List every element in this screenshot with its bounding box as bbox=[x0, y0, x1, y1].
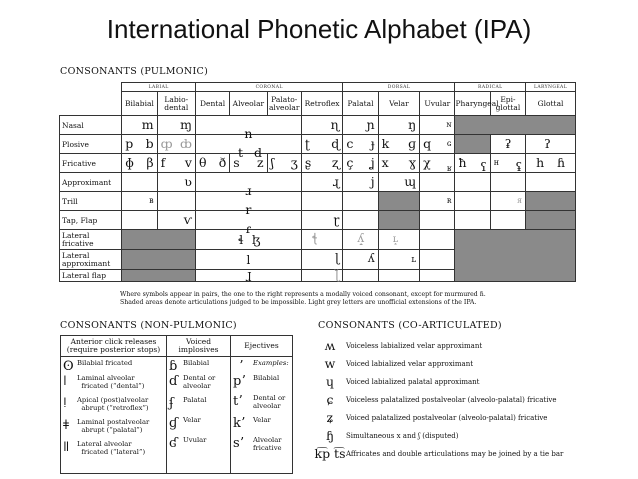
cell-fricative-palatoalveolar: ʃ ʒ bbox=[267, 154, 301, 173]
cell-fricative-alveolar: s z bbox=[230, 154, 267, 173]
cell-nasal-alveolar: n bbox=[195, 116, 301, 135]
place-velar: Velar bbox=[378, 92, 420, 116]
shaded-cell bbox=[122, 230, 196, 250]
shaded-cell bbox=[122, 250, 196, 270]
note-line: Shaded areas denote articulations judged to be impossible. Light grey letters are unofficial extensions of the IPA. bbox=[120, 298, 477, 306]
cell-lateral-flap-retroflex: ɭ̆ bbox=[301, 270, 343, 282]
cell-lateral-fricative-palatal: ʎ̝ bbox=[343, 230, 378, 250]
cell-empty bbox=[420, 270, 455, 282]
manner-lateral-fricative: Lateral fricative bbox=[60, 230, 122, 250]
cell-empty bbox=[490, 173, 525, 192]
cell-fricative-epiglottal: ʜ ʢ bbox=[490, 154, 525, 173]
cell-plosive-glottal: ʔ bbox=[526, 135, 576, 154]
cell-nasal-velar: ŋ bbox=[378, 116, 420, 135]
ejectives-column: ʼ Examples: pʼ Bilabial tʼ Dental or alveolar kʼ Velar sʼ Alveolar fricative bbox=[231, 357, 293, 474]
cell-lateral-flap-alveolar: ɺ bbox=[195, 270, 301, 282]
cell-empty bbox=[343, 211, 378, 230]
manner-approximant: Approximant bbox=[60, 173, 122, 192]
manner-tap: Tap, Flap bbox=[60, 211, 122, 230]
shaded-cell bbox=[455, 116, 576, 135]
co-articulated-heading: CONSONANTS (CO-ARTICULATED) bbox=[318, 320, 502, 331]
cell-lateral-approximant-retroflex: ɭ bbox=[301, 250, 343, 270]
shaded-cell bbox=[122, 270, 196, 282]
cell-empty bbox=[455, 211, 490, 230]
cell-plosive-labiodental: ȹ ȸ bbox=[157, 135, 195, 154]
place-pharyngeal: Pharyngeal bbox=[455, 92, 490, 116]
coart-item: ʑ Voiced palatalized postalveolar (alveolo-palatal) fricative bbox=[326, 410, 548, 425]
cell-empty bbox=[378, 270, 420, 282]
coart-item: ʍ Voiceless labialized velar approximant bbox=[324, 338, 483, 353]
group-laryngeal: LARYNGEAL bbox=[526, 83, 576, 92]
cell-empty bbox=[301, 192, 343, 211]
cell-approximant-retroflex: ɻ bbox=[301, 173, 343, 192]
coart-item: w Voiced labialized velar approximant bbox=[324, 356, 474, 371]
group-dorsal: DORSAL bbox=[343, 83, 455, 92]
cell-trill-bilabial: ʙ bbox=[122, 192, 157, 211]
cell-empty bbox=[526, 173, 576, 192]
manner-trill: Trill bbox=[60, 192, 122, 211]
cell-lateral-approximant-alveolar: l bbox=[195, 250, 301, 270]
coart-item: ɥ Voiced labialized palatal approximant bbox=[325, 374, 480, 389]
col-implosives: Voiced implosives bbox=[167, 336, 231, 357]
cell-nasal-labiodental: ɱ bbox=[157, 116, 195, 135]
cell-empty bbox=[420, 250, 455, 270]
place-palatal: Palatal bbox=[343, 92, 378, 116]
cell-lateral-fricative-retroflex: ꞎ bbox=[301, 230, 343, 250]
coart-item: ɧ Simultaneous x and ʃ (disputed) bbox=[325, 428, 459, 443]
place-retroflex: Retroflex bbox=[301, 92, 343, 116]
cell-approximant-velar: ɰ bbox=[378, 173, 420, 192]
cell-lateral-approximant-velar: ʟ bbox=[378, 250, 420, 270]
place-alveolar: Alveolar bbox=[230, 92, 267, 116]
cell-approximant-alveolar: ɹ bbox=[195, 173, 301, 192]
coart-item: k͡p t͡sAffricates and double articulations may be joined by a tie bar bbox=[314, 446, 564, 461]
shaded-cell bbox=[378, 211, 420, 230]
cell-plosive-uvular: q ɢ bbox=[420, 135, 455, 154]
cell-empty bbox=[343, 192, 378, 211]
cell-empty bbox=[122, 211, 157, 230]
non-pulmonic-heading: CONSONANTS (NON-PULMONIC) bbox=[60, 320, 237, 331]
place-dental: Dental bbox=[195, 92, 229, 116]
shaded-cell bbox=[526, 211, 576, 230]
page-title: International Phonetic Alphabet (IPA) bbox=[106, 14, 532, 44]
cell-plosive-palatal: c ɟ bbox=[343, 135, 378, 154]
place-glottal: Glottal bbox=[526, 92, 576, 116]
cell-fricative-pharyngeal: ħ ʕ bbox=[455, 154, 490, 173]
cell-fricative-uvular: χ ʁ bbox=[420, 154, 455, 173]
cell-empty bbox=[420, 230, 455, 250]
cell-plosive-epiglottal: ʡ bbox=[490, 135, 525, 154]
cell-approximant-palatal: j bbox=[343, 173, 378, 192]
shaded-cell bbox=[455, 230, 576, 282]
cell-lateral-fricative-alveolar: ɬ ɮ bbox=[195, 230, 301, 250]
col-clicks: Anterior click releases (require posterior stops) bbox=[61, 336, 167, 357]
place-labiodental: Labio- dental bbox=[157, 92, 195, 116]
cell-nasal-retroflex: ɳ bbox=[301, 116, 343, 135]
manner-plosive: Plosive bbox=[60, 135, 122, 154]
non-pulmonic-table bbox=[60, 335, 293, 474]
cell-plosive-bilabial: p b bbox=[122, 135, 157, 154]
cell-empty bbox=[157, 192, 195, 211]
cell-nasal-uvular: ɴ bbox=[420, 116, 455, 135]
coart-item: ɕ Voiceless palatalized postalveolar (alveolo-palatal) fricative bbox=[326, 392, 557, 407]
cell-nasal-bilabial: m bbox=[122, 116, 157, 135]
cell-nasal-palatal: ɲ bbox=[343, 116, 378, 135]
cell-empty bbox=[420, 173, 455, 192]
cell-tap-alveolar: ɾ bbox=[195, 211, 301, 230]
place-epiglottal: Epi- glottal bbox=[490, 92, 525, 116]
col-ejectives: Ejectives bbox=[231, 336, 293, 357]
place-bilabial: Bilabial bbox=[122, 92, 157, 116]
cell-fricative-glottal: h ɦ bbox=[526, 154, 576, 173]
cell-fricative-velar: x ɣ bbox=[378, 154, 420, 173]
manner-fricative: Fricative bbox=[60, 154, 122, 173]
shaded-cell bbox=[455, 135, 490, 154]
cell-plosive-alveolar: t d bbox=[195, 135, 301, 154]
cell-fricative-bilabial: ɸ β bbox=[122, 154, 157, 173]
cell-trill-epiglottal: я bbox=[490, 192, 525, 211]
pulmonic-table bbox=[59, 82, 576, 282]
cell-tap-retroflex: ɽ bbox=[301, 211, 343, 230]
implosives-column: ɓ Bilabial ɗ Dental or alveolar ʄ Palatal ɠ Velar ʛ Uvular bbox=[167, 357, 231, 474]
cell-fricative-retroflex: ʂ ʐ bbox=[301, 154, 343, 173]
group-radical: RADICAL bbox=[455, 83, 526, 92]
shaded-cell bbox=[378, 192, 420, 211]
cell-trill-uvular: ʀ bbox=[420, 192, 455, 211]
group-labial: LABIAL bbox=[122, 83, 196, 92]
cell-empty bbox=[455, 173, 490, 192]
cell-tap-labiodental: ⱱ bbox=[157, 211, 195, 230]
cell-approximant-labiodental: ʋ bbox=[157, 173, 195, 192]
pulmonic-heading: CONSONANTS (PULMONIC) bbox=[60, 66, 209, 77]
manner-nasal: Nasal bbox=[60, 116, 122, 135]
place-uvular: Uvular bbox=[420, 92, 455, 116]
shaded-cell bbox=[526, 192, 576, 211]
pulmonic-note bbox=[120, 291, 590, 306]
cell-empty bbox=[490, 211, 525, 230]
clicks-column: ʘ Bilabial fricated ǀ Laminal alveolar fricated (“dental”) ǃ Apical (post)alveolar abrupt (“retroflex”) ǂ Laminal postalveolar abrupt (“palatal”) ǁ Lateral alveolar fricated (“lateral”) bbox=[61, 357, 167, 474]
cell-trill-alveolar: r bbox=[195, 192, 301, 211]
cell-fricative-labiodental: f v bbox=[157, 154, 195, 173]
cell-plosive-velar: k ɡ bbox=[378, 135, 420, 154]
cell-empty bbox=[122, 173, 157, 192]
cell-lateral-approximant-palatal: ʎ bbox=[343, 250, 378, 270]
cell-empty bbox=[455, 192, 490, 211]
cell-empty bbox=[420, 211, 455, 230]
cell-plosive-retroflex: ʈ ɖ bbox=[301, 135, 343, 154]
note-line: Where symbols appear in pairs, the one to the right represents a modally voiced consonant, except for murmured ɦ. bbox=[120, 291, 486, 298]
cell-lateral-fricative-velar: ʟ̝ bbox=[378, 230, 420, 250]
manner-lateral-flap: Lateral flap bbox=[60, 270, 122, 282]
cell-empty bbox=[343, 270, 378, 282]
manner-lateral-approximant: Lateral approximant bbox=[60, 250, 122, 270]
group-coronal: CORONAL bbox=[195, 83, 342, 92]
cell-fricative-palatal: ç ʝ bbox=[343, 154, 378, 173]
cell-fricative-dental: θ ð bbox=[195, 154, 229, 173]
place-palatoalveolar: Palato- alveolar bbox=[267, 92, 301, 116]
